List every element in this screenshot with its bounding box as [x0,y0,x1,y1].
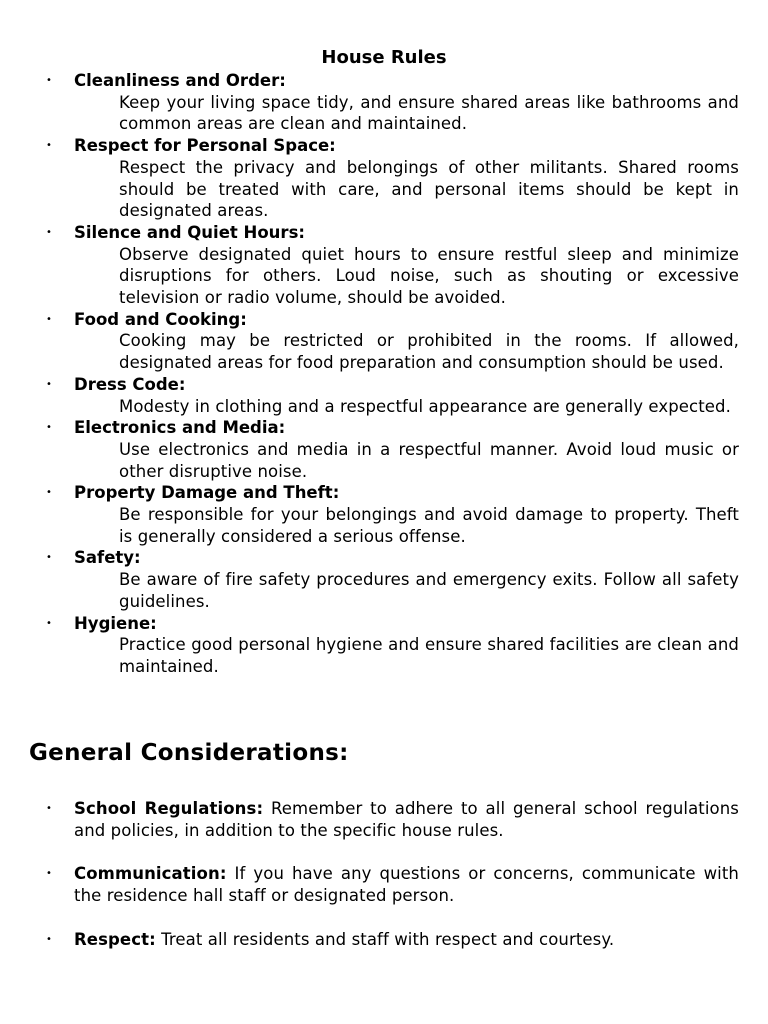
rule-text: Practice good personal hygiene and ensure shared facilities are clean and maintained. [119,635,739,676]
rule-title: Silence and Quiet Hours: [74,222,305,242]
rule-text: Use electronics and media in a respectful manner. Avoid loud music or other disruptive noise. [119,439,739,481]
bullet-icon: • [46,552,52,564]
general-item-respect [0,929,768,951]
general-item-communication [0,863,768,906]
bullet-icon: • [46,226,52,238]
bullet-icon: • [46,933,52,945]
bullet-icon: • [46,617,52,629]
general-considerations-list [0,798,768,951]
rule-title: Respect for Personal Space: [74,136,336,156]
bullet-icon: • [46,378,52,390]
rule-title: Cleanliness and Order: [74,71,286,90]
bullet-icon: • [46,487,52,499]
rule-item-quiet-hours [0,222,768,309]
general-item-body: Remember to adhere to all general school regulations and policies, in addition to the specific house rules. [74,799,739,840]
rule-item-cleanliness [0,70,768,135]
general-item-text [74,798,739,841]
general-item-label: Communication: [74,864,227,884]
general-item-text [74,863,739,906]
rule-text: Cooking may be restricted or prohibited in the rooms. If allowed, designated areas for food preparation and consumption should be used. [119,331,739,373]
general-item-body: Treat all residents and staff with respect and courtesy. [161,929,615,949]
rule-title: Property Damage and Theft: [74,483,340,503]
rule-item-personal-space [0,135,768,222]
rule-item-safety [0,547,768,612]
general-item-text [74,929,739,951]
general-item-label: Respect: [74,929,156,949]
rule-title: Electronics and Media: [74,418,286,438]
general-considerations-heading: General Considerations: [29,740,349,766]
rule-text: Respect the privacy and belongings of other militants. Shared rooms should be treated with care, and personal items should be kept in designated areas. [119,157,739,221]
rule-text: Modesty in clothing and a respectful appearance are generally expected. [119,396,731,416]
bullet-icon: • [46,75,52,86]
rule-item-food-cooking [0,309,768,374]
bullet-icon: • [46,140,52,152]
bullet-icon: • [46,422,52,434]
rule-title: Food and Cooking: [74,309,247,329]
rule-title: Hygiene: [74,613,157,633]
bullet-icon: • [46,803,52,814]
bullet-icon: • [46,868,52,880]
rule-title: Safety: [74,548,141,568]
rule-text: Be responsible for your belongings and avoid damage to property. Theft is generally considered a serious offense. [119,505,739,546]
general-item-label: School Regulations: [74,799,264,818]
rule-item-dress-code [0,374,768,417]
rule-item-hygiene [0,613,768,678]
rule-item-property [0,482,768,547]
house-rules-list [0,70,768,678]
general-item-body: If you have any questions or concerns, communicate with the residence hall staff or designated person. [74,864,739,906]
document-title: House Rules [321,47,447,68]
rule-text: Observe designated quiet hours to ensure restful sleep and minimize disruptions for others. Loud noise, such as shouting or excessive television or radio volume, should be avoided. [119,244,739,308]
rule-title: Dress Code: [74,374,186,394]
general-item-school-regulations [0,798,768,841]
rule-text: Be aware of fire safety procedures and emergency exits. Follow all safety guidelines. [119,570,739,611]
bullet-icon: • [46,313,52,325]
rule-text: Keep your living space tidy, and ensure shared areas like bathrooms and common areas are clean and maintained. [119,92,739,134]
rule-item-electronics [0,417,768,482]
